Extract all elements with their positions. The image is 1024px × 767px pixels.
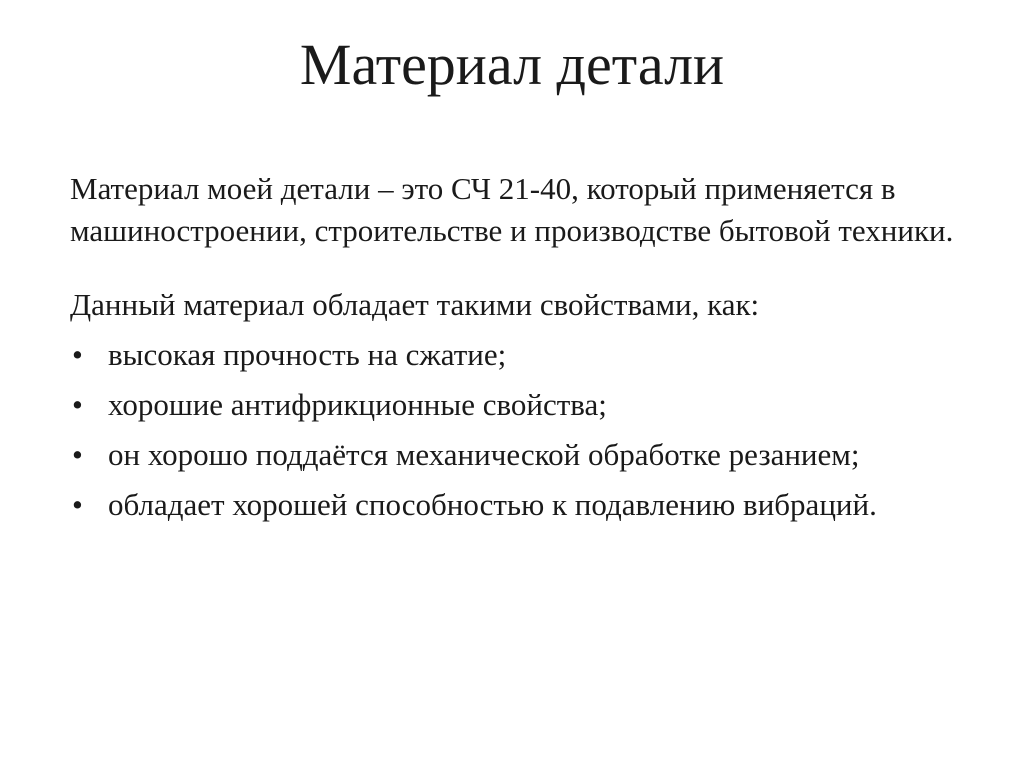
bullet-icon: •	[72, 337, 83, 372]
bullet-icon: •	[72, 387, 83, 422]
properties-intro: Данный материал обладает такими свойствами, как:	[70, 287, 760, 322]
slide-title: Материал детали	[299, 32, 725, 97]
list-item	[70, 434, 970, 476]
list-item	[70, 334, 970, 376]
property-text: хорошие антифрикционные свойства;	[108, 387, 607, 422]
material-description: Материал моей детали – это СЧ 21-40, который применяется в машиностроении, строительстве и производстве бытовой техники.	[70, 171, 954, 248]
list-item	[70, 484, 970, 526]
bullet-icon: •	[72, 487, 83, 522]
list-item	[70, 384, 970, 426]
property-text: высокая прочность на сжатие;	[108, 337, 507, 372]
slide-content	[70, 168, 970, 526]
properties-list	[70, 334, 970, 526]
property-text: он хорошо поддаётся механической обработке резанием;	[108, 437, 860, 472]
bullet-icon: •	[72, 437, 83, 472]
property-text: обладает хорошей способностью к подавлению вибраций.	[108, 487, 877, 522]
